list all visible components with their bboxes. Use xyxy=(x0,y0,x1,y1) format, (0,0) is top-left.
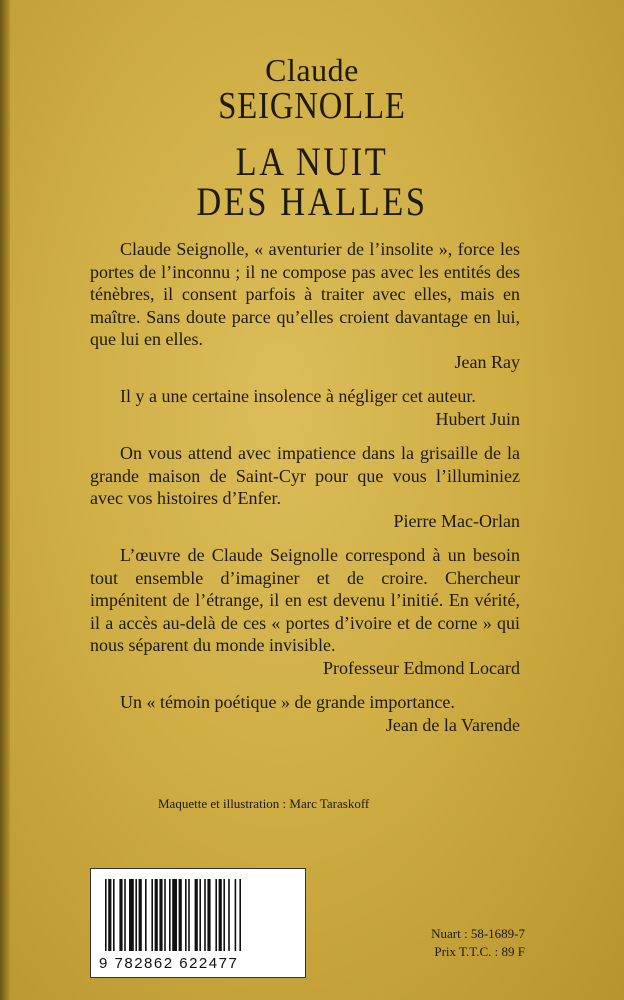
barcode xyxy=(90,868,306,978)
cover-edge xyxy=(0,0,10,1000)
quote-author: Jean Ray xyxy=(454,351,520,372)
quote xyxy=(90,238,520,373)
quote-text: Un « témoin poétique » de grande importance. xyxy=(120,692,455,712)
quote xyxy=(90,442,520,532)
quote-author: Jean de la Varende xyxy=(385,714,520,735)
quotes-block xyxy=(90,238,520,748)
nuart-code: Nuart : 58-1689-7 xyxy=(431,926,525,941)
quote-author: Hubert Juin xyxy=(435,408,520,429)
book-title-line-1: LA NUIT xyxy=(235,139,389,184)
quote-author: Professeur Edmond Locard xyxy=(323,657,520,678)
quote-text: Claude Seignolle, « aventurier de l’insolite », force les portes de l’inconnu ; il ne compose pas avec les entités des ténèbres, il consent parfois à traiter avec elles, mais en maître. Sans doute parce qu’elles croient davantage en lui, que lui en elles. xyxy=(90,239,520,349)
barcode-icon xyxy=(103,879,293,953)
quote-text: L’œuvre de Claude Seignolle correspond à un besoin tout ensemble d’imaginer et de croire. Chercheur impénitent de l’étrange, il en est devenu l’initié. En vérité, il a accès au-delà de ces « portes d’ivoire et de corne » qui nous séparent du monde invisible. xyxy=(90,545,520,655)
quote xyxy=(90,544,520,679)
price-label: Prix T.T.C. : 89 F xyxy=(434,944,525,959)
author-first-name: Claude xyxy=(265,52,359,88)
quote xyxy=(90,385,520,430)
author-last-name: SEIGNOLLE xyxy=(218,85,406,127)
quote-text: On vous attend avec impatience dans la grisaille de la grande maison de Saint-Cyr pour que vous l’illuminiez avec vos histoires d’Enfer. xyxy=(90,443,520,508)
design-credit: Maquette et illustration : Marc Taraskoff xyxy=(158,796,370,811)
book-title-line-2: DES HALLES xyxy=(196,179,428,224)
price-codes xyxy=(395,925,525,961)
quote-text: Il y a une certaine insolence à négliger cet auteur. xyxy=(120,386,476,406)
barcode-digits: 9 782862 622477 xyxy=(99,955,239,972)
quote xyxy=(90,691,520,736)
quote-author: Pierre Mac-Orlan xyxy=(393,510,520,531)
